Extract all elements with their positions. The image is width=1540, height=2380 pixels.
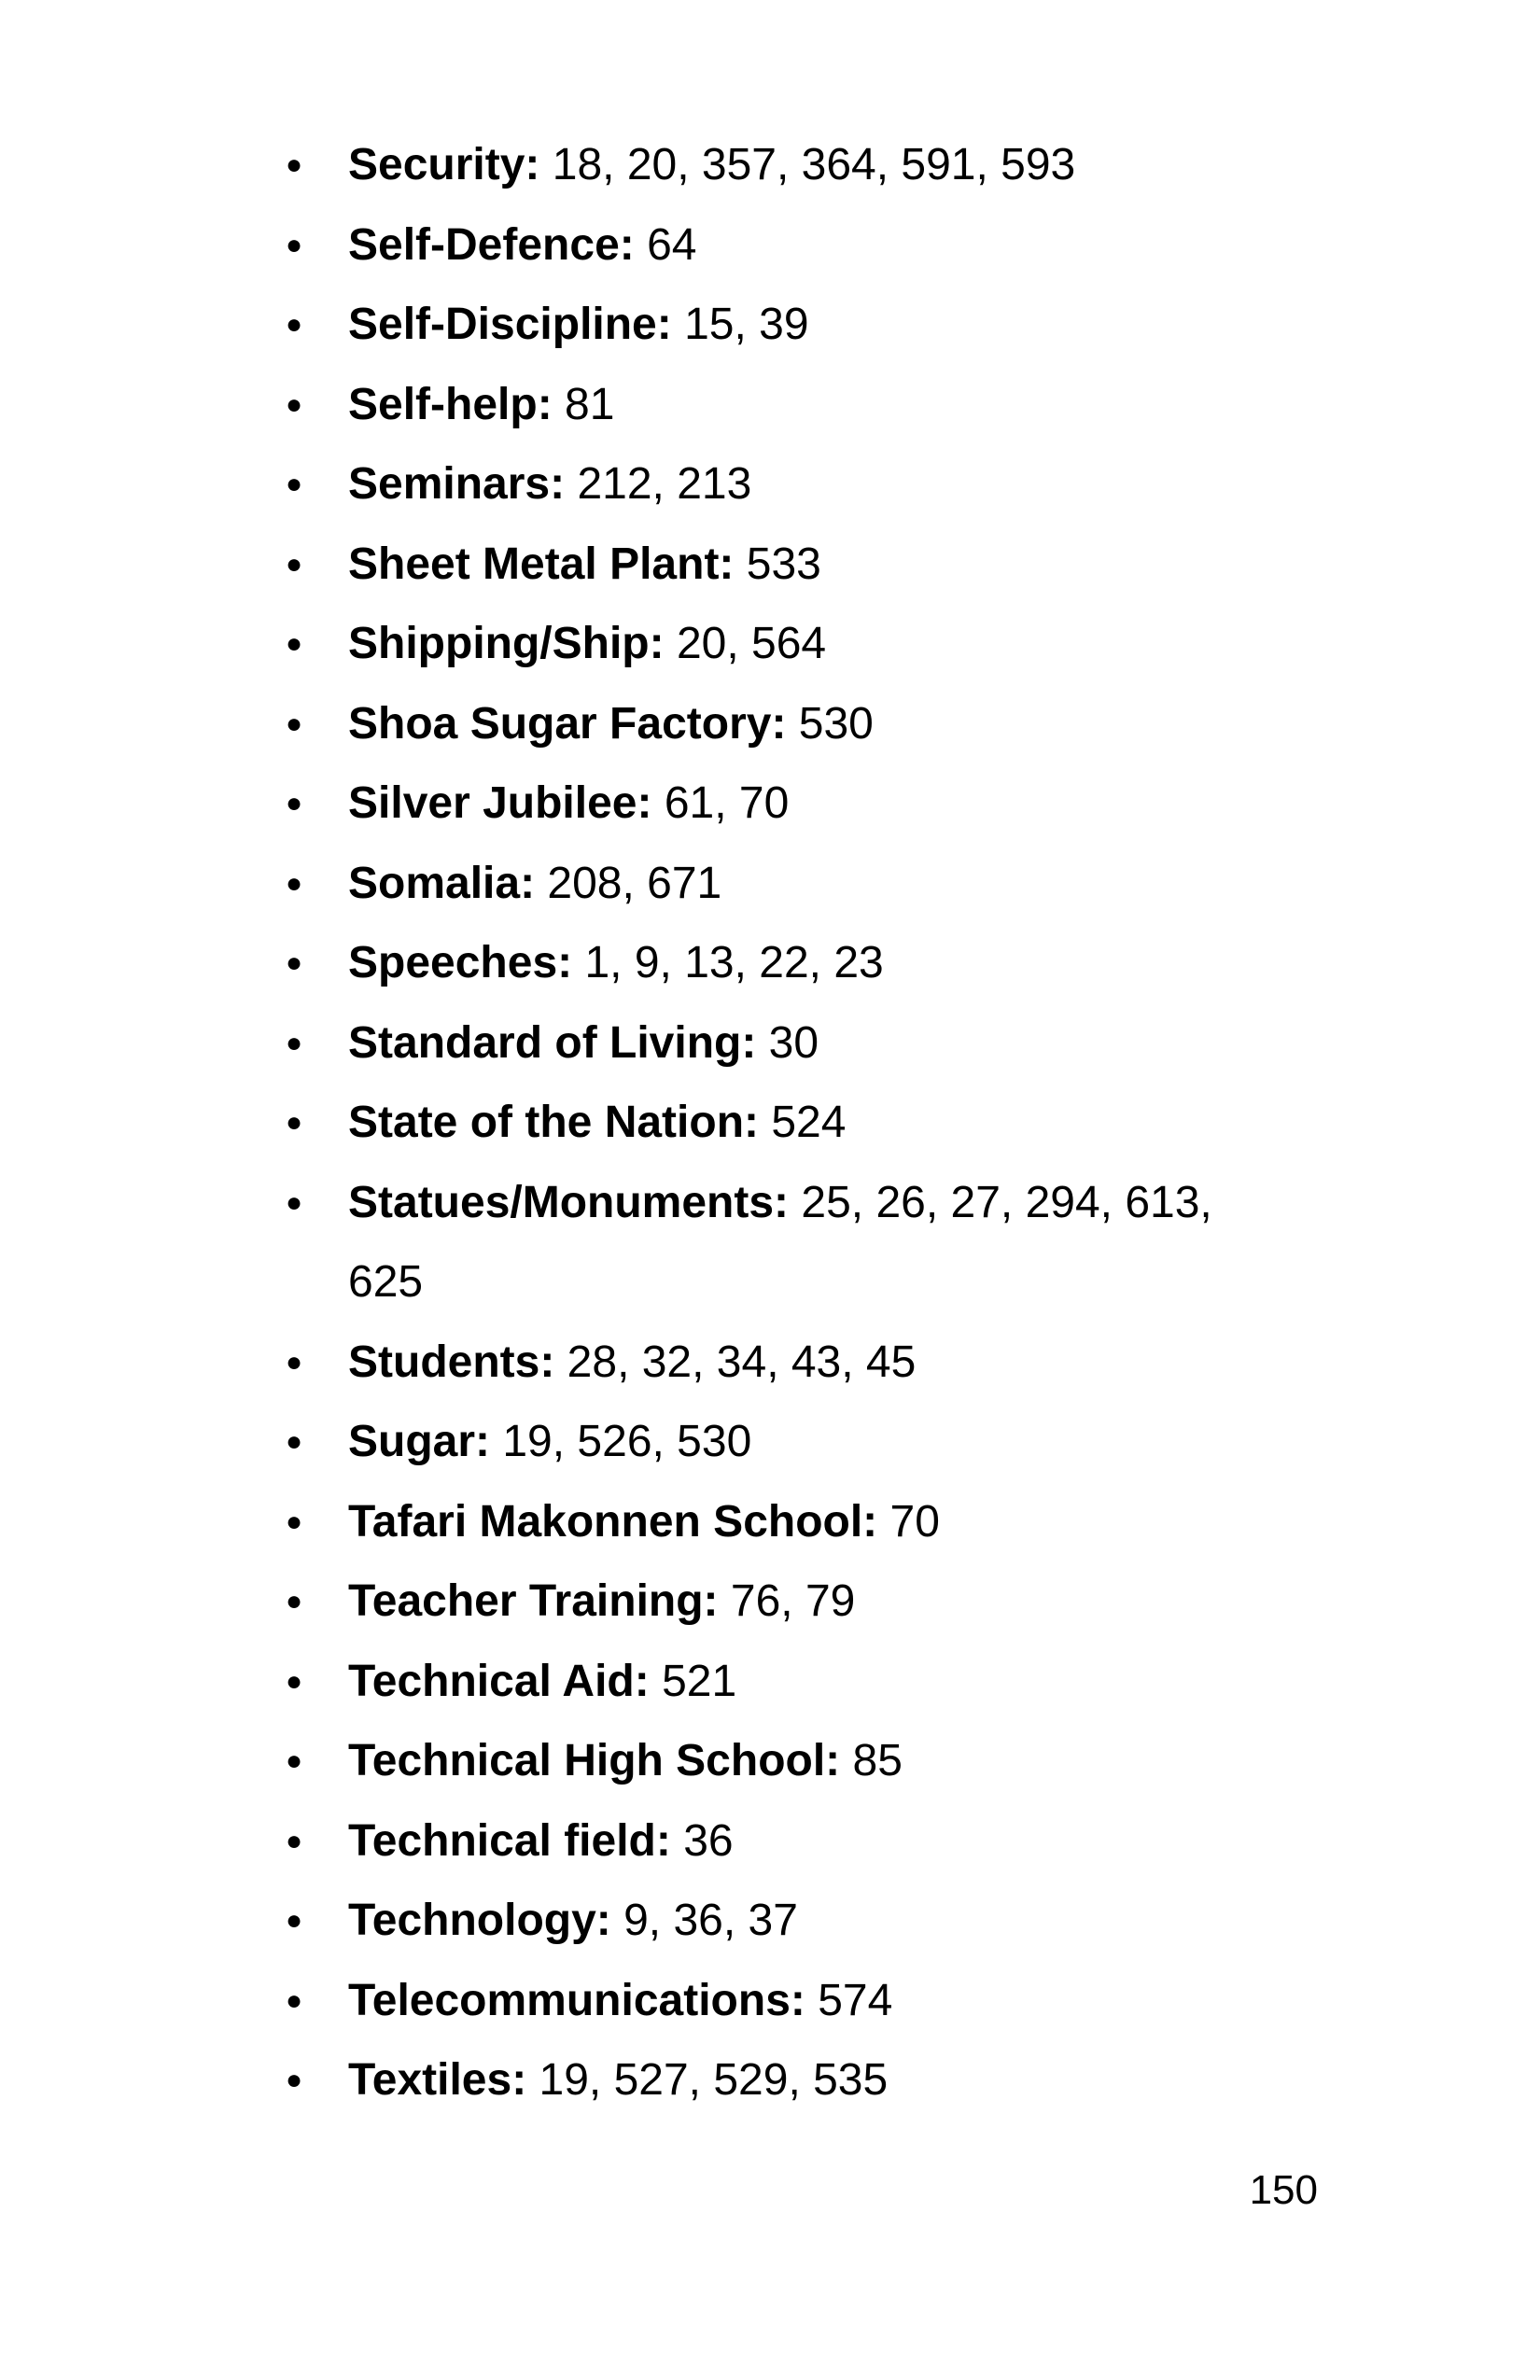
index-term: Somalia: bbox=[348, 858, 536, 908]
index-entry bbox=[0, 444, 1540, 525]
index-term: Security: bbox=[348, 140, 540, 189]
bullet-icon: ● bbox=[285, 1186, 303, 1218]
bullet-icon: ● bbox=[285, 1665, 303, 1697]
index-term: Speeches: bbox=[348, 938, 573, 987]
index-entry bbox=[0, 525, 1540, 605]
bullet-icon: ● bbox=[285, 1107, 303, 1138]
index-entry bbox=[0, 1163, 1540, 1323]
index-entry bbox=[0, 1003, 1540, 1084]
bullet-icon: ● bbox=[285, 1027, 303, 1058]
index-term: Tafari Makonnen School: bbox=[348, 1496, 878, 1547]
bullet-icon: ● bbox=[285, 1905, 303, 1936]
index-entry bbox=[0, 1482, 1540, 1562]
index-entry bbox=[0, 604, 1540, 684]
bullet-icon: ● bbox=[285, 867, 303, 899]
index-pages: 61, 70 bbox=[664, 778, 790, 828]
index-entry bbox=[0, 1961, 1540, 2041]
bullet-icon: ● bbox=[285, 149, 303, 180]
index-pages: 19, 526, 530 bbox=[502, 1417, 752, 1466]
index-pages: 574 bbox=[818, 1975, 893, 2025]
bullet-icon: ● bbox=[285, 1346, 303, 1378]
index-term: Textiles: bbox=[348, 2055, 527, 2105]
index-term: Technical High School: bbox=[348, 1736, 841, 1785]
index-term: Self-help: bbox=[348, 379, 553, 429]
index-term: Telecommunications: bbox=[348, 1975, 805, 2025]
bullet-icon: ● bbox=[285, 309, 303, 340]
bullet-icon: ● bbox=[285, 1745, 303, 1776]
bullet-icon: ● bbox=[285, 1426, 303, 1457]
page-number: 150 bbox=[1249, 2167, 1318, 2213]
index-entry bbox=[0, 684, 1540, 764]
bullet-icon: ● bbox=[285, 947, 303, 978]
index-pages: 524 bbox=[771, 1098, 847, 1147]
index-entry bbox=[0, 844, 1540, 924]
index-entry bbox=[0, 1642, 1540, 1722]
index-pages: 20, 564 bbox=[676, 619, 827, 668]
index-term: Technology: bbox=[348, 1896, 611, 1945]
index-entry bbox=[0, 1323, 1540, 1403]
bullet-icon: ● bbox=[285, 788, 303, 819]
index-entry bbox=[0, 1083, 1540, 1163]
index-entry bbox=[0, 1561, 1540, 1642]
index-term: Sugar: bbox=[348, 1417, 491, 1466]
index-pages: 208, 671 bbox=[547, 858, 722, 908]
index-term: Seminars: bbox=[348, 459, 566, 509]
index-term: Self-Defence: bbox=[348, 219, 635, 270]
bullet-icon: ● bbox=[285, 229, 303, 260]
bullet-icon: ● bbox=[285, 1505, 303, 1537]
index-entry bbox=[0, 763, 1540, 844]
bullet-icon: ● bbox=[285, 2065, 303, 2095]
bullet-icon: ● bbox=[285, 1586, 303, 1617]
index-pages: 18, 20, 357, 364, 591, 593 bbox=[552, 140, 1076, 189]
index-pages: 19, 527, 529, 535 bbox=[539, 2055, 889, 2105]
index-entry bbox=[0, 923, 1540, 1003]
index-entry bbox=[0, 1402, 1540, 1482]
index-term: Standard of Living: bbox=[348, 1017, 757, 1068]
index-term: Students: bbox=[348, 1337, 555, 1387]
index-entry bbox=[0, 1721, 1540, 1801]
index-list bbox=[0, 125, 1540, 2121]
index-pages: 36 bbox=[683, 1815, 734, 1866]
index-pages: 30 bbox=[768, 1017, 819, 1068]
index-pages: 85 bbox=[852, 1736, 903, 1785]
index-pages: 28, 32, 34, 43, 45 bbox=[567, 1337, 917, 1387]
index-term: Shipping/Ship: bbox=[348, 619, 665, 668]
index-pages: 1, 9, 13, 22, 23 bbox=[584, 938, 884, 987]
index-pages: 81 bbox=[565, 379, 615, 429]
index-term: State of the Nation: bbox=[348, 1098, 759, 1147]
index-entry bbox=[0, 285, 1540, 365]
index-pages: 530 bbox=[798, 698, 874, 749]
index-entry bbox=[0, 125, 1540, 205]
index-pages: 9, 36, 37 bbox=[623, 1896, 798, 1945]
index-term: Silver Jubilee: bbox=[348, 778, 652, 828]
index-pages: 76, 79 bbox=[730, 1576, 856, 1626]
index-entry bbox=[0, 1881, 1540, 1961]
bullet-icon: ● bbox=[285, 628, 303, 659]
index-term: Teacher Training: bbox=[348, 1576, 719, 1626]
index-entry bbox=[0, 205, 1540, 286]
index-entry bbox=[0, 1801, 1540, 1882]
bullet-icon: ● bbox=[285, 469, 303, 499]
index-term: Sheet Metal Plant: bbox=[348, 539, 735, 589]
bullet-icon: ● bbox=[285, 1825, 303, 1856]
index-pages: 521 bbox=[662, 1656, 737, 1706]
bullet-icon: ● bbox=[285, 707, 303, 739]
index-term: Technical field: bbox=[348, 1815, 671, 1866]
index-term: Technical Aid: bbox=[348, 1656, 650, 1706]
index-pages: 70 bbox=[889, 1496, 940, 1547]
index-pages: 212, 213 bbox=[577, 459, 752, 509]
index-pages: 533 bbox=[746, 539, 821, 589]
index-term: Shoa Sugar Factory: bbox=[348, 698, 787, 749]
index-entry bbox=[0, 365, 1540, 445]
index-pages: 15, 39 bbox=[684, 300, 809, 349]
index-term: Self-Discipline: bbox=[348, 300, 672, 349]
index-entry bbox=[0, 2040, 1540, 2121]
bullet-icon: ● bbox=[285, 1984, 303, 2016]
bullet-icon: ● bbox=[285, 388, 303, 420]
bullet-icon: ● bbox=[285, 548, 303, 580]
index-pages: 25, 26, 27, 294, 613, 625 bbox=[348, 1177, 1212, 1307]
index-pages: 64 bbox=[647, 219, 697, 270]
index-term: Statues/Monuments: bbox=[348, 1177, 790, 1227]
